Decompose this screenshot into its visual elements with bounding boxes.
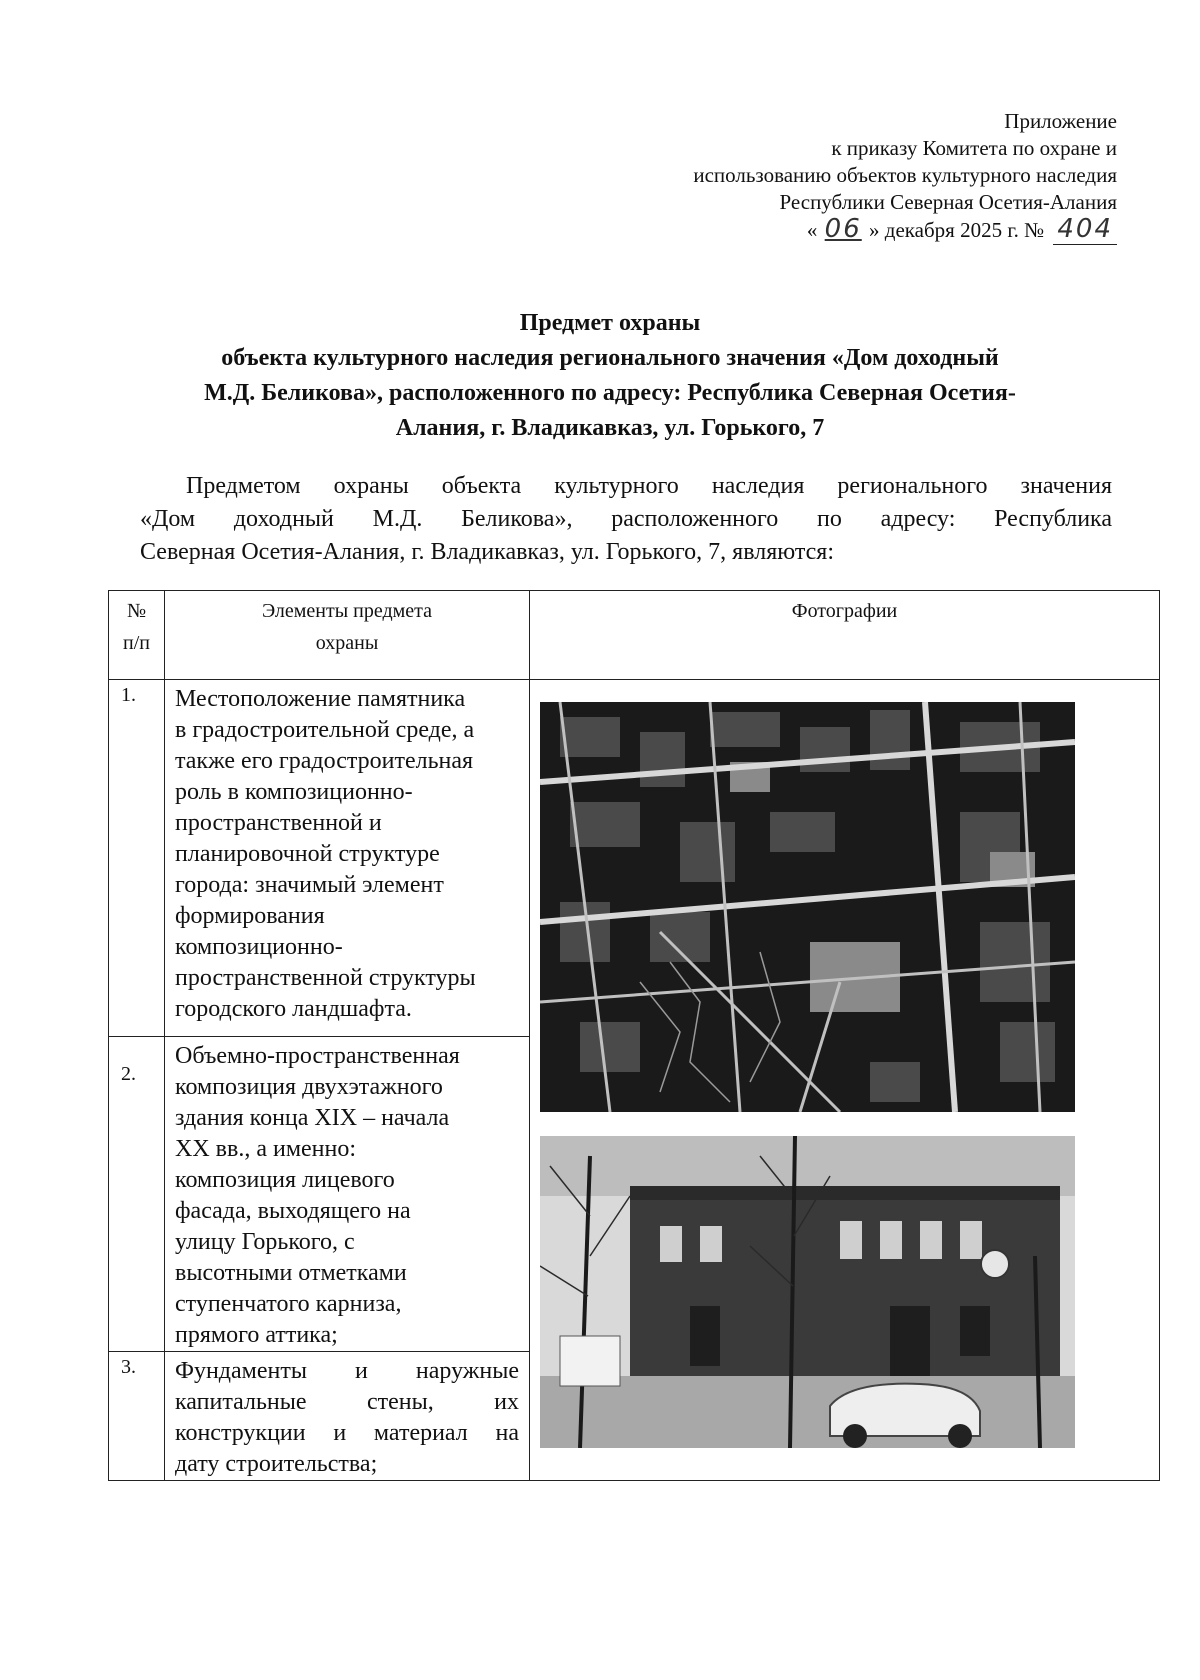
photos-cell <box>530 680 1160 1481</box>
row-elements-text: Объемно-пространственная композиция двухэтажного здания конца XIX – начала XX вв., а именно: композиция лицевого фасада, выходящего на улицу Горького, с высотными отметками ступенчатого карниза, прямого аттика; <box>165 1037 530 1352</box>
intro-line-3: Северная Осетия-Алания, г. Владикавказ, ул. Горького, 7, являются: <box>140 539 834 565</box>
intro-line-2: «Дом доходный М.Д. Беликова», расположенного по адресу: Республика <box>140 506 1112 532</box>
aerial-map-photo <box>540 702 1075 1112</box>
building-facade-photo <box>540 1136 1075 1448</box>
title-line-2: объекта культурного наследия регионального значения «Дом доходный <box>221 345 999 371</box>
handwritten-order-number: 404 <box>1053 214 1117 245</box>
date-open-quote: « <box>806 218 818 242</box>
title-line-3: М.Д. Беликова», расположенного по адресу: Республика Северная Осетия- <box>204 380 1016 406</box>
table-row <box>109 680 1160 1037</box>
row-elements-text: Фундаменты и наружные капитальные стены, их конструкции и материал на дату строительства; <box>165 1352 530 1481</box>
title-line-1: Предмет охраны <box>519 310 701 336</box>
row-elements-text: Местоположение памятника в градостроительной среде, а также его градостроительная роль в композиционно- пространственной и планировочной структуре города: значимый элемент формирования композиционно- пространственной структуры городского ландшафта. <box>165 680 530 1037</box>
annex-line-2: к приказу Комитета по охране и <box>831 136 1117 160</box>
header-number: № п/п <box>109 591 165 680</box>
title-line-4: Алания, г. Владикавказ, ул. Горького, 7 <box>395 415 825 441</box>
row-number: 3. <box>109 1352 165 1481</box>
annex-header <box>693 108 1117 244</box>
annex-line-1: Приложение <box>1004 109 1117 133</box>
order-date-line <box>693 216 1117 244</box>
protection-elements-table <box>108 590 1160 1481</box>
intro-line-1: Предметом охраны объекта культурного наследия регионального значения <box>186 473 1112 499</box>
row-number: 1. <box>109 680 165 1037</box>
document-title <box>110 306 1110 446</box>
date-month-year: » декабря 2025 г. № <box>869 218 1045 242</box>
handwritten-day: 06 <box>824 214 862 244</box>
aerial-photo-image <box>540 702 1075 1112</box>
intro-paragraph <box>140 470 1112 569</box>
header-photos: Фотографии <box>530 591 1160 680</box>
facade-photo-image <box>540 1136 1075 1448</box>
annex-line-4: Республики Северная Осетия-Алания <box>779 190 1117 214</box>
table-header-row <box>109 591 1160 680</box>
header-elements: Элементы предмета охраны <box>165 591 530 680</box>
row-number: 2. <box>109 1037 165 1352</box>
annex-line-3: использованию объектов культурного наследия <box>693 163 1117 187</box>
